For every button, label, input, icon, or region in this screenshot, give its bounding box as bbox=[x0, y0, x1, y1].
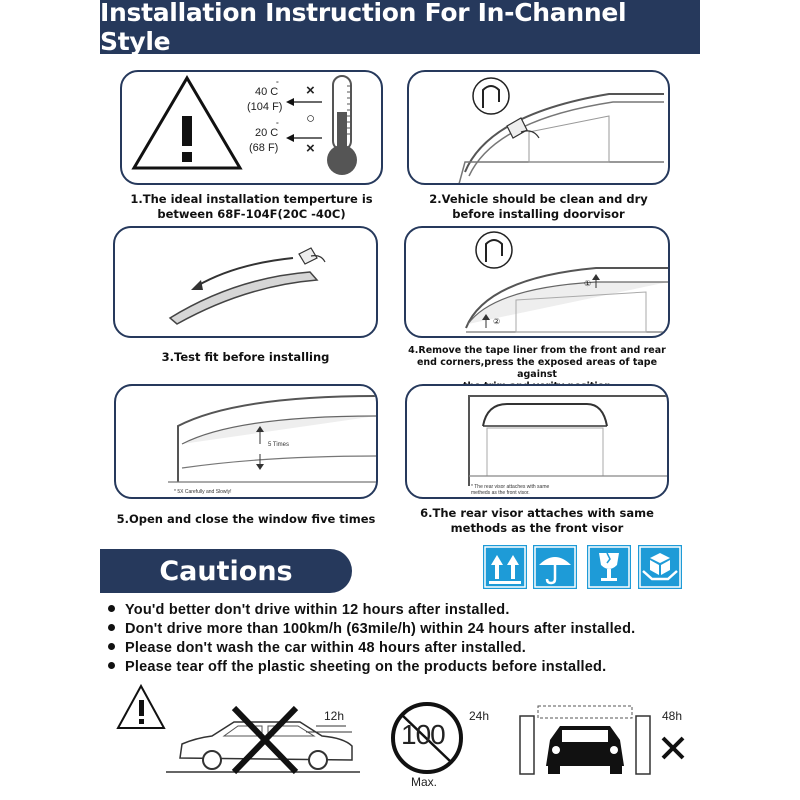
caution-item: Please tear off the plastic sheeting on the products before installed. bbox=[108, 659, 748, 678]
step-3-panel bbox=[113, 226, 378, 338]
window-open-close-illustration bbox=[116, 386, 378, 499]
step-4-panel bbox=[404, 226, 670, 338]
warning-triangle-icon bbox=[134, 78, 240, 168]
step-4-caption: 4.Remove the tape liner from the front and rear end corners,press the exposed areas of tape against bbox=[408, 345, 666, 380]
step-6-caption: 6.The rear visor attaches with same methods as the front visor bbox=[420, 506, 654, 535]
step-1-panel bbox=[120, 70, 383, 185]
step-5-panel bbox=[114, 384, 378, 499]
keep-dry-umbrella-icon bbox=[533, 545, 577, 589]
test-fit-illustration bbox=[115, 228, 378, 338]
wrong-mark-icon: × bbox=[306, 82, 315, 99]
fragile-glass-icon bbox=[587, 545, 631, 589]
wrong-mark-icon: × bbox=[306, 140, 315, 157]
tape-liner-illustration bbox=[406, 228, 670, 338]
step-6-panel bbox=[405, 384, 669, 499]
thermometer-icon bbox=[327, 76, 357, 175]
temp-low-f: (68 F) bbox=[249, 142, 279, 154]
step-5-caption: 5.Open and close the window five times bbox=[116, 512, 376, 526]
step-5-note: * 5X Carefully and Slowly! bbox=[174, 489, 232, 495]
degree-mark: ° bbox=[276, 81, 279, 88]
cleaning-car-illustration bbox=[409, 72, 670, 185]
temp-low-c: 20 C bbox=[255, 127, 279, 139]
degree-mark: ° bbox=[276, 122, 279, 129]
max-label: Max. bbox=[411, 775, 438, 789]
caution-item: Don't drive more than 100km/h (63mile/h) within 24 hours after installed. bbox=[108, 621, 748, 640]
temp-high-c: 40 C bbox=[255, 86, 279, 98]
correct-mark-icon: ○ bbox=[306, 110, 316, 127]
drive-hours-label: 12h bbox=[324, 709, 345, 723]
this-way-up-icon bbox=[483, 545, 527, 589]
speed-limit-value: 100 bbox=[401, 719, 445, 750]
caution-item: You'd better don't drive within 12 hours after installed. bbox=[108, 602, 748, 621]
step-6-note: * The rear visor attaches with same metheds as the front visor. bbox=[471, 484, 550, 496]
caution-item: Please don't wash the car within 48 hours after installed. bbox=[108, 640, 748, 659]
page-title: Installation Instruction For In-Channel Style bbox=[100, 0, 700, 54]
temp-high-f: (104 F) bbox=[247, 101, 283, 113]
speed-hours-label: 24h bbox=[469, 709, 490, 723]
thermometer-illustration bbox=[122, 72, 383, 185]
handle-with-care-icon bbox=[638, 545, 682, 589]
step-2-panel bbox=[407, 70, 670, 185]
caution-list bbox=[108, 602, 748, 678]
wrong-mark-icon bbox=[663, 738, 683, 758]
five-times-label: 5 Times bbox=[268, 442, 290, 448]
cautions-title: Cautions bbox=[100, 549, 352, 593]
bottom-illustrations bbox=[0, 680, 800, 800]
rear-visor-illustration bbox=[407, 386, 669, 499]
marker-two: ② bbox=[493, 317, 501, 326]
step-3-caption: 3.Test fit before installing bbox=[161, 350, 330, 364]
wash-hours-label: 48h bbox=[662, 709, 683, 723]
step-1-caption: 1.The ideal installation temperture is between 68F-104F(20C -40C) bbox=[130, 192, 373, 221]
marker-one: ① bbox=[584, 279, 592, 288]
step-2-caption: 2.Vehicle should be clean and dry before installing doorvisor bbox=[429, 192, 648, 221]
warning-triangle-icon bbox=[118, 686, 164, 728]
car-side-icon bbox=[166, 722, 360, 772]
car-wash-icon bbox=[520, 706, 650, 774]
